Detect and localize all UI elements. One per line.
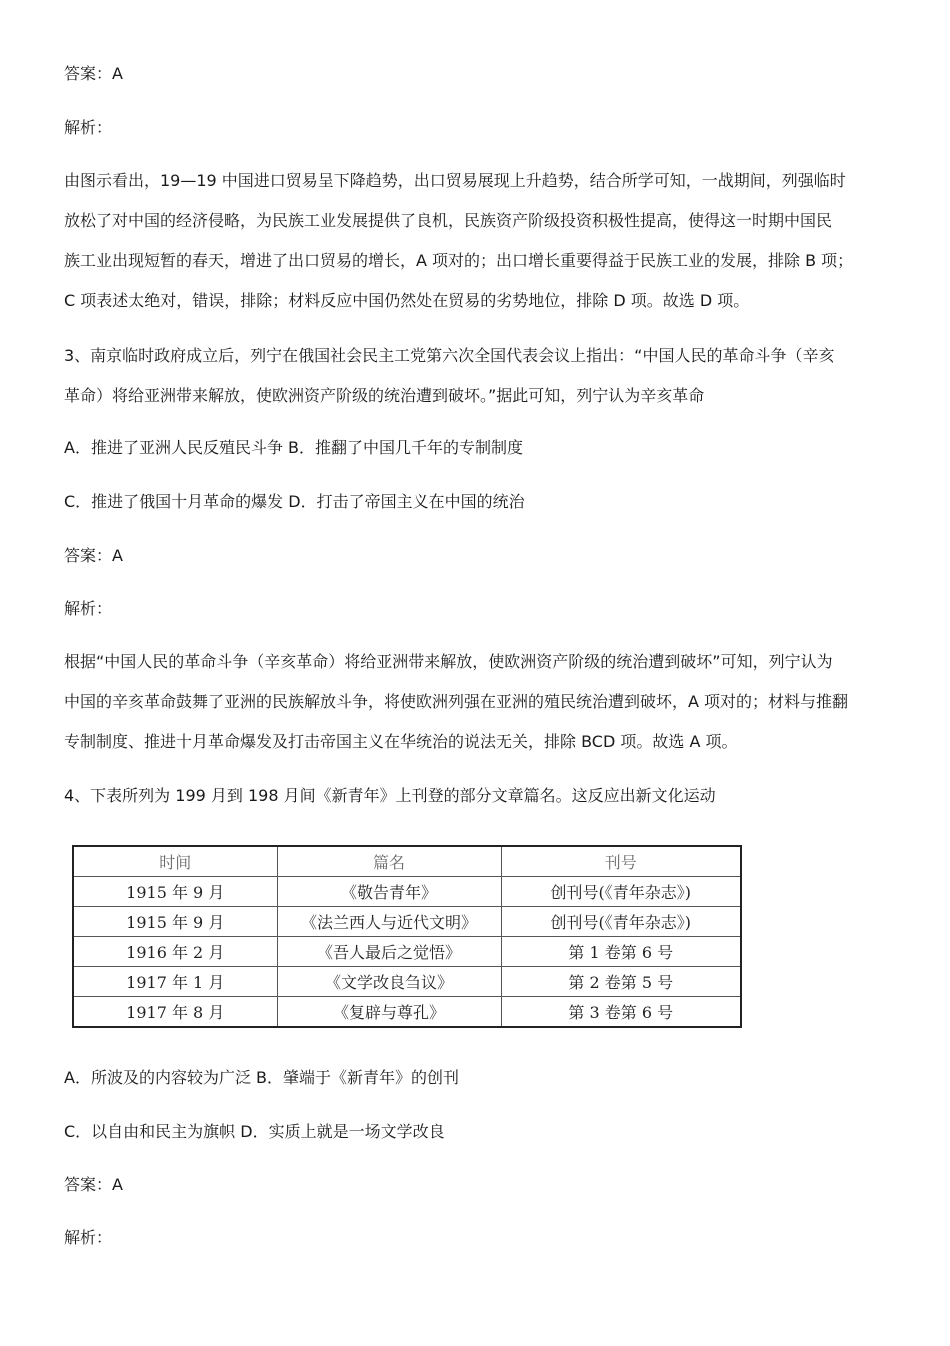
answer-label: 答案：A [64, 546, 123, 565]
table-cell-issue: 第 3 卷第 6 号 [501, 997, 741, 1028]
table-cell-time: 1915 年 9 月 [73, 877, 277, 907]
question-3-stem: 3、南京临时政府成立后，列宁在俄国社会民主工党第六次全国代表会议上指出：“中国人民的革命斗争（辛亥 [64, 346, 835, 365]
table-cell-title: 《敬告青年》 [277, 877, 501, 907]
analysis-text-line: C 项表述太绝对，错误，排除；材料反应中国仍然处在贸易的劣势地位，排除 D 项。故选 D 项。 [64, 291, 750, 310]
table-cell-issue: 第 1 卷第 6 号 [501, 937, 741, 967]
question-4-options-cd: C．以自由和民主为旗帜 D．实质上就是一场文学改良 [64, 1122, 445, 1141]
analysis-label: 解析： [64, 1228, 113, 1247]
question-3-options-cd: C．推进了俄国十月革命的爆发 D．打击了帝国主义在中国的统治 [64, 492, 525, 511]
table-cell-time: 1917 年 8 月 [73, 997, 277, 1028]
table-header-time: 时间 [73, 846, 277, 877]
analysis-text-line: 族工业出现短暂的春天，增进了出口贸易的增长，A 项对的；出口增长重要得益于民族工业的发展，排除 B 项； [64, 251, 854, 270]
table-row [73, 877, 741, 907]
question-4-stem: 4、下表所列为 199 月到 198 月间《新青年》上刊登的部分文章篇名。这反应出新文化运动 [64, 786, 716, 805]
table-row [73, 907, 741, 937]
answer-label: 答案：A [64, 64, 123, 83]
question-4-options-ab: A．所波及的内容较为广泛 B．肇端于《新青年》的创刊 [64, 1068, 460, 1087]
table-cell-title: 《复辟与尊孔》 [277, 997, 501, 1028]
table-cell-title: 《文学改良刍议》 [277, 967, 501, 997]
table-row [73, 967, 741, 997]
article-table [72, 845, 742, 1028]
table-cell-issue: 第 2 卷第 5 号 [501, 967, 741, 997]
table-cell-issue: 创刊号(《青年杂志》) [501, 877, 741, 907]
table-header-row [73, 846, 741, 877]
table-cell-time: 1916 年 2 月 [73, 937, 277, 967]
table-row [73, 997, 741, 1028]
table-cell-issue: 创刊号(《青年杂志》) [501, 907, 741, 937]
table-row [73, 937, 741, 967]
analysis-label: 解析： [64, 118, 113, 137]
analysis-text-line: 中国的辛亥革命鼓舞了亚洲的民族解放斗争，将使欧洲列强在亚洲的殖民统治遭到破坏，A 项对的；材料与推翻 [64, 692, 849, 711]
table-cell-title: 《法兰西人与近代文明》 [277, 907, 501, 937]
analysis-text-line: 专制制度、推进十月革命爆发及打击帝国主义在华统治的说法无关，排除 BCD 项。故选 A 项。 [64, 732, 738, 751]
table-header-title: 篇名 [277, 846, 501, 877]
analysis-text-line: 放松了对中国的经济侵略，为民族工业发展提供了良机，民族资产阶级投资积极性提高，使得这一时期中国民 [64, 211, 833, 230]
question-3-options-ab: A．推进了亚洲人民反殖民斗争 B．推翻了中国几千年的专制制度 [64, 438, 524, 457]
table-header-issue: 刊号 [501, 846, 741, 877]
table-cell-time: 1917 年 1 月 [73, 967, 277, 997]
question-3-stem: 革命）将给亚洲带来解放，使欧洲资产阶级的统治遭到破坏。”据此可知，列宁认为辛亥革命 [64, 386, 705, 405]
table-cell-title: 《吾人最后之觉悟》 [277, 937, 501, 967]
answer-label: 答案：A [64, 1175, 123, 1194]
table-cell-time: 1915 年 9 月 [73, 907, 277, 937]
analysis-text-line: 由图示看出，19—19 中国进口贸易呈下降趋势，出口贸易展现上升趋势，结合所学可知，一战期间，列强临时 [64, 171, 846, 190]
analysis-label: 解析： [64, 599, 113, 618]
analysis-text-line: 根据“中国人民的革命斗争（辛亥革命）将给亚洲带来解放，使欧洲资产阶级的统治遭到破坏”可知，列宁认为 [64, 652, 833, 671]
